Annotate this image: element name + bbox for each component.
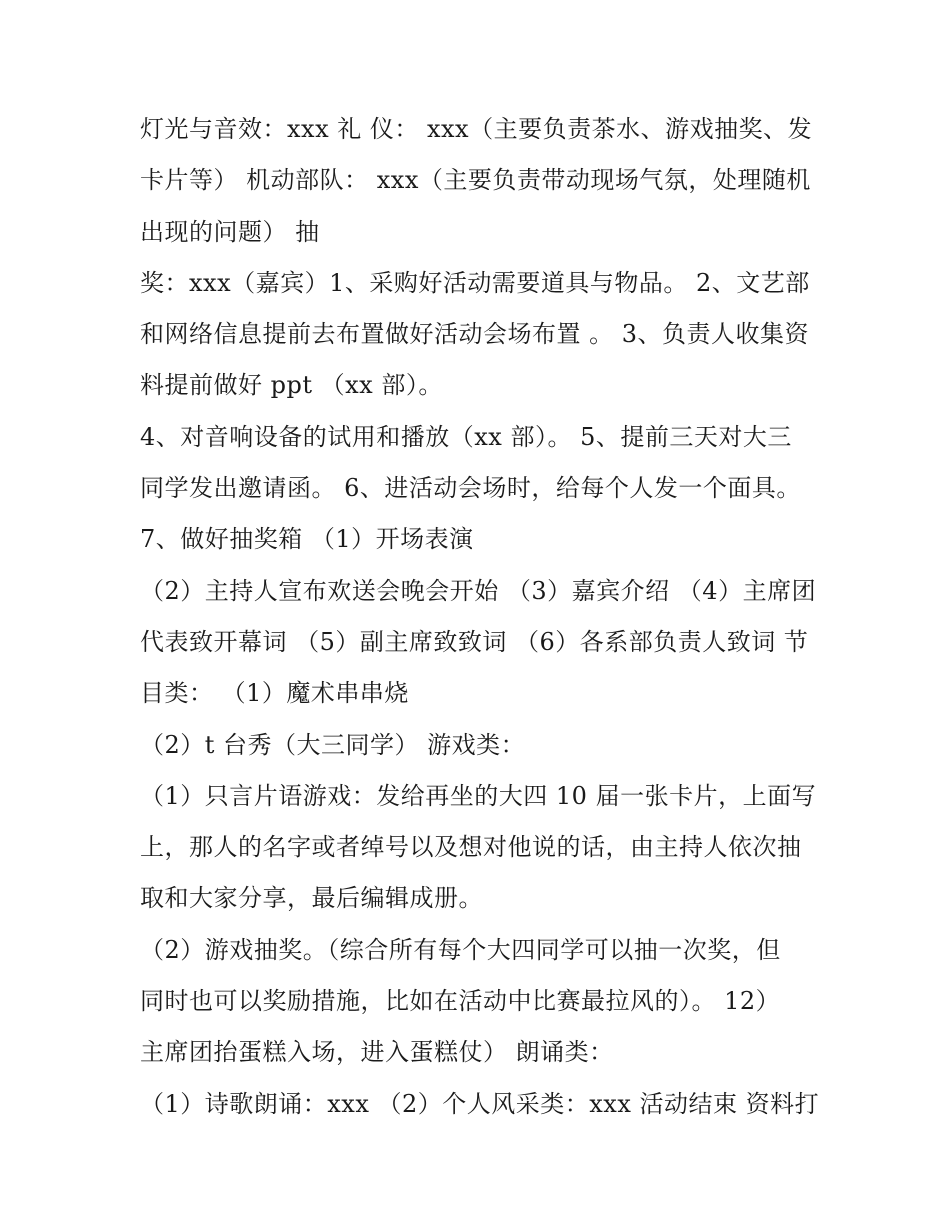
text-line: （2）游戏抽奖。（综合所有每个大四同学可以抽一次奖，但 bbox=[140, 935, 781, 964]
text-line: 卡片等） 机动部队： xxx（主要负责带动现场气氛，处理随机 bbox=[140, 166, 811, 195]
text-line: （1）只言片语游戏：发给再坐的大四 10 届一张卡片，上面写 bbox=[140, 781, 817, 810]
text-line: 目类： （1）魔术串串烧 bbox=[140, 679, 409, 708]
text-line: 4、对音响设备的试用和播放（xx 部）。 5、提前三天对大三 bbox=[140, 422, 792, 451]
text-line: 同时也可以奖励措施，比如在活动中比赛最拉风的）。 12） bbox=[140, 987, 781, 1016]
text-line: 和网络信息提前去布置做好活动会场布置 。 3、负责人收集资 bbox=[140, 320, 810, 349]
text-line: 出现的问题） 抽 bbox=[140, 217, 320, 246]
text-line: 取和大家分享，最后编辑成册。 bbox=[140, 884, 483, 913]
text-line: 料提前做好 ppt （xx 部）。 bbox=[140, 371, 443, 400]
text-line: （2）主持人宣布欢送会晚会开始 （3）嘉宾介绍 （4）主席团 bbox=[140, 576, 817, 605]
text-line: 同学发出邀请函。 6、进活动会场时，给每个人发一个面具。 bbox=[140, 474, 801, 503]
document-body bbox=[140, 104, 830, 1130]
text-line: 主席团抬蛋糕入场，进入蛋糕仗） 朗诵类： bbox=[140, 1038, 614, 1067]
text-line: （2）t 台秀（大三同学） 游戏类： bbox=[140, 730, 526, 759]
text-line: （1）诗歌朗诵：xxx （2）个人风采类：xxx 活动结束 资料打 bbox=[140, 1089, 820, 1118]
text-line: 奖：xxx（嘉宾）1、采购好活动需要道具与物品。 2、文艺部 bbox=[140, 268, 810, 297]
text-line: 上，那人的名字或者绰号以及想对他说的话，由主持人依次抽 bbox=[140, 833, 802, 862]
text-line: 灯光与音效：xxx 礼 仪： xxx（主要负责茶水、游戏抽奖、发 bbox=[140, 115, 813, 143]
text-line: 7、做好抽奖箱 （1）开场表演 bbox=[140, 525, 474, 554]
text-line: 代表致开幕词 （5）副主席致致词 （6）各系部负责人致词 节 bbox=[140, 627, 809, 656]
